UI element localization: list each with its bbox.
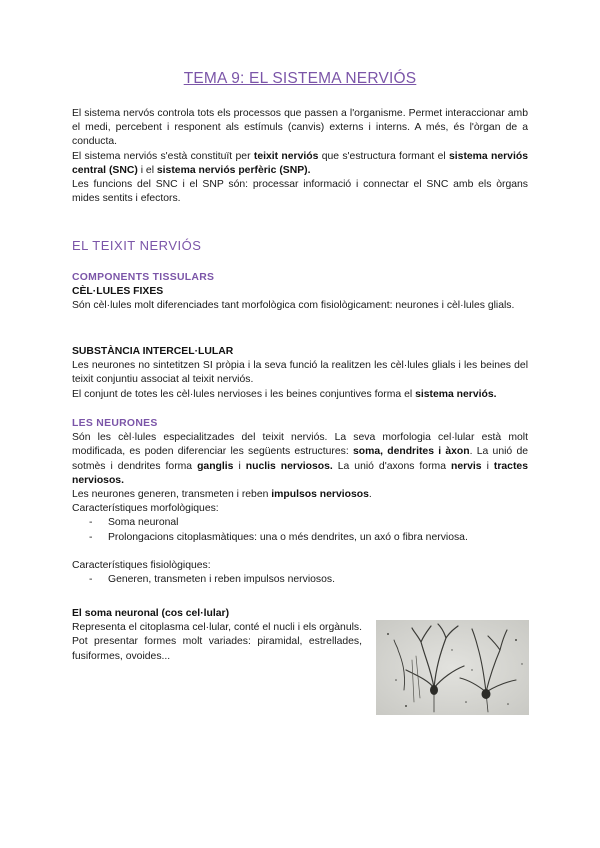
- text-run: El conjunt de totes les cèl·lules nervioses i les beines conjuntives forma el: [72, 388, 416, 400]
- section-heading-teixit: EL TEIXIT NERVIÓS: [72, 238, 202, 253]
- bold-term: teixit nerviós: [253, 150, 319, 162]
- phys-label: Característiques fisiològiques:: [72, 559, 211, 571]
- substance-heading: SUBSTÀNCIA INTERCEL·LULAR: [72, 346, 234, 357]
- intro-section: [72, 107, 528, 206]
- text-run: i el: [137, 164, 157, 176]
- text-run: que s'estructura formant el: [318, 150, 449, 162]
- list-item-text: Soma neuronal: [108, 517, 179, 529]
- text-run: Les neurones generen, transmeten i reben: [72, 489, 272, 501]
- text-run: .: [368, 489, 372, 501]
- bold-term: nuclis nerviosos.: [245, 460, 333, 472]
- list-item-text: Prolongacions citoplasmàtiques: una o més dendrites, un axó o fibra nerviosa.: [108, 531, 468, 543]
- intro-paragraph-3: Les funcions del SNC i el SNP són: processar informació i connectar el SNC amb els òrgans mides sentits i efectors.: [72, 179, 528, 205]
- bold-term: ganglis: [197, 460, 234, 472]
- morph-list: [72, 516, 528, 544]
- substance-paragraph-2: [72, 388, 528, 402]
- list-item: [72, 531, 528, 545]
- list-item-text: Generen, transmeten i reben impulsos nerviosos.: [108, 574, 335, 586]
- neurons-paragraph-2: [72, 488, 528, 502]
- text-run: Són les cèl·lules especialitzades del teixit nerviós. La seva morfologia cel·lular està molt modificada, es poden diferenciar les següents estructures:: [72, 432, 528, 458]
- bold-term: sistema nerviós central (SNC): [72, 150, 528, 176]
- bold-term: sistema nerviós perfèric (SNP).: [156, 164, 311, 176]
- list-item: [72, 516, 528, 530]
- cells-heading: CÈL·LULES FIXES: [72, 286, 164, 298]
- text-run: El sistema nerviós s'està constituït per: [72, 150, 254, 162]
- page-title: TEMA 9: EL SISTEMA NERVIÓS: [183, 70, 417, 87]
- phys-list: [72, 573, 528, 587]
- neuron-micrograph-image: [376, 620, 529, 715]
- substance-section: [72, 345, 528, 402]
- intro-paragraph-1: El sistema nervós controla tots els processos que passen a l'organisme. Permet interaccionar amb el medi, percebent i responent als estímuls (canvis) externs i interns. A més, és l'òrgan de a conducta.: [72, 108, 528, 148]
- bold-term: soma, dendrites i àxon: [352, 446, 470, 458]
- components-heading: COMPONENTS TISSULARS: [72, 272, 215, 283]
- text-run: La unió d'axons forma: [332, 460, 451, 472]
- bold-term: nervis: [450, 460, 482, 472]
- bold-term: impulsos nerviosos: [271, 489, 369, 501]
- text-run: i: [481, 460, 494, 472]
- neurons-paragraph-1: [72, 431, 528, 488]
- bold-term: tractes nerviosos.: [72, 460, 528, 486]
- morph-label: Característiques morfològiques:: [72, 503, 219, 515]
- dash-bullet: -: [89, 517, 93, 529]
- neurons-heading: LES NEURONES: [72, 418, 158, 429]
- neuron-micrograph-drawing: [376, 620, 529, 715]
- text-run: . La unió de sotmès i dendrites forma: [72, 446, 528, 472]
- substance-paragraph-1: Les neurones no sintetitzen SI pròpia i la seva funció la realitzen les cèl·lules glials i les beines del teixit conjuntiu associat al teixit nerviós.: [72, 360, 528, 386]
- components-section: [72, 271, 528, 314]
- intro-paragraph-2: [72, 150, 528, 178]
- neurons-section: [72, 417, 528, 587]
- dash-bullet: -: [89, 531, 93, 543]
- bold-term: sistema nerviós.: [415, 388, 497, 400]
- list-item: [72, 573, 528, 587]
- soma-paragraph: Representa el citoplasma cel·lular, conté el nucli i els orgànuls. Pot presentar formes molt variades: piramidal, estrellades, fusiformes, ovoides...: [72, 622, 362, 662]
- soma-heading: El soma neuronal (cos cel·lular): [72, 608, 230, 619]
- cells-paragraph: Són cèl·lules molt diferenciades tant morfològica com fisiològicament: neurones i cèl·lules glials.: [72, 300, 515, 312]
- dash-bullet: -: [89, 574, 93, 586]
- text-run: i: [233, 460, 246, 472]
